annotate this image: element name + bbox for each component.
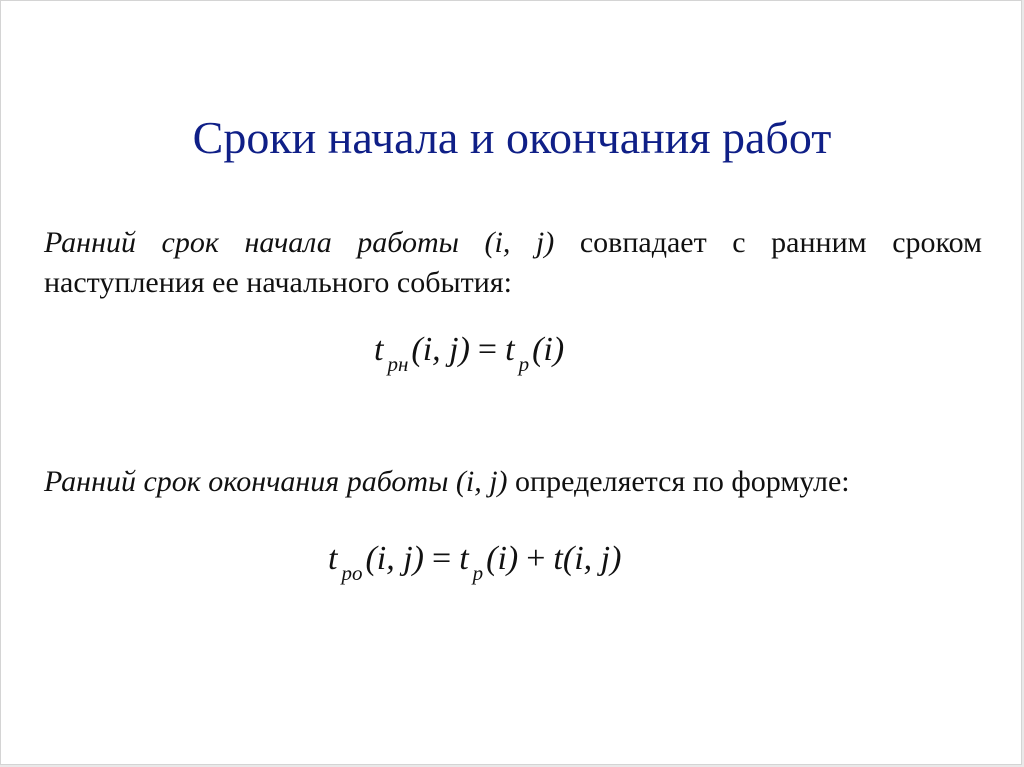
formula2-equals: = — [432, 540, 452, 577]
formula-early-finish — [328, 537, 621, 584]
formula2-rhs-var: t — [459, 540, 469, 577]
formula1-lhs-args: (i, j) — [411, 331, 470, 368]
formula2-lhs-var: t — [328, 540, 338, 577]
early-start-term: Ранний срок начала работы (i, j) — [44, 226, 555, 259]
formula1-lhs-var: t — [374, 331, 384, 368]
slide-title: Сроки начала и окончания работ — [192, 112, 832, 163]
formula1-rhs-args: (i) — [532, 331, 565, 368]
formula2-rhs-args: (i) — [486, 540, 519, 577]
formula2-plus: + — [526, 540, 546, 577]
early-finish-term: Ранний срок окончания работы (i, j) — [44, 465, 508, 498]
formula2-lhs-args: (i, j) — [365, 540, 424, 577]
formula2-lhs-sub: ро — [341, 561, 363, 585]
formula-early-start — [374, 328, 564, 375]
early-start-text: совпадает с ранним сроком наступления ее начального события: — [44, 226, 982, 299]
formula2-rhs-sub: р — [472, 561, 484, 585]
formula1-lhs-sub: рн — [387, 352, 409, 376]
paragraph-early-start — [44, 223, 982, 303]
paragraph-early-finish — [44, 462, 982, 502]
early-finish-text: определяется по формуле: — [507, 465, 850, 498]
formula1-equals: = — [477, 331, 498, 368]
formula1-rhs-var: t — [505, 331, 515, 368]
formula2-dur-var: t — [553, 540, 563, 577]
formula2-dur-args: (i, j) — [562, 540, 622, 577]
formula1-rhs-sub: р — [518, 352, 530, 376]
